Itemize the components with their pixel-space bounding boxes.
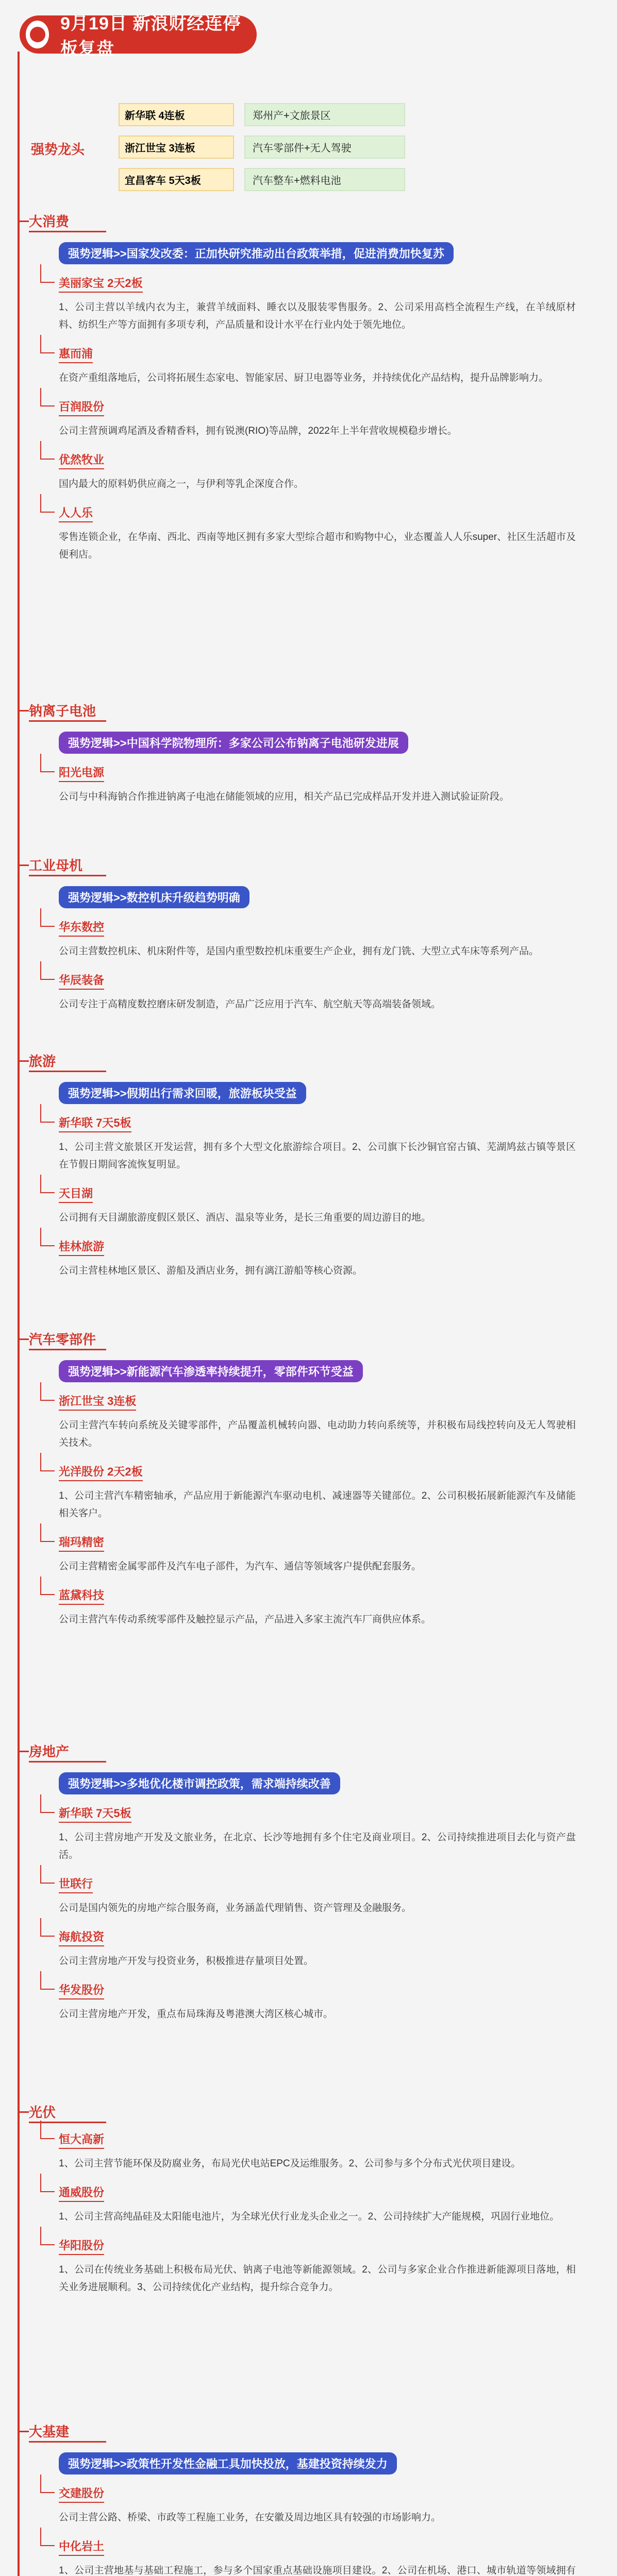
section-underline xyxy=(29,1349,106,1350)
branch-line xyxy=(40,352,55,353)
strong-row xyxy=(119,168,572,191)
section-underline xyxy=(29,1071,106,1072)
stock-description: 公司主营数控机床、机床附件等，是国内重型数控机床重要生产企业，拥有龙门铣、大型立式车床等系列产品。 xyxy=(59,946,539,957)
logic-row xyxy=(59,886,607,908)
header-banner xyxy=(20,14,257,59)
stock-description: 1、公司主营汽车精密轴承，产品应用于新能源汽车驱动电机、减速器等关键部位。2、公司积极拓展新能源汽车及储能相关客户。 xyxy=(59,1490,576,1519)
stock-name: 优然牧业 xyxy=(59,451,104,469)
branch-connector xyxy=(40,1794,41,1813)
stock-item xyxy=(59,1114,576,1174)
section-heading xyxy=(18,211,607,232)
stock-description: 1、公司主营文旅景区开发运营，拥有多个大型文化旅游综合项目。2、公司旗下长沙铜官窑古镇、芜湖鸠兹古镇等景区在节假日期间客流恢复明显。 xyxy=(59,1142,576,1170)
bullet-dot-icon xyxy=(26,21,49,48)
logic-row xyxy=(59,732,607,754)
stock-item xyxy=(59,1393,576,1452)
stock-item xyxy=(59,2485,576,2527)
logic-pill: 强势逻辑>>新能源汽车渗透率持续提升，零部件环节受益 xyxy=(59,1360,363,1382)
stock-name: 桂林旅游 xyxy=(59,1238,104,1256)
section-estate xyxy=(18,1741,607,2035)
stock-item xyxy=(59,2131,576,2173)
branch-connector xyxy=(40,1971,41,1990)
stock-name: 瑞玛精密 xyxy=(59,1534,104,1552)
section-heading xyxy=(18,701,607,721)
spacer xyxy=(18,2123,607,2131)
branch-line xyxy=(40,1989,55,1990)
branch-line xyxy=(40,2492,55,2493)
stock-description: 公司是国内领先的房地产综合服务商，业务涵盖代理销售、资产管理及金融服务。 xyxy=(59,1903,412,1913)
stock-item xyxy=(59,1185,576,1227)
branch-line xyxy=(40,2138,55,2139)
section-heading xyxy=(18,1051,607,1072)
branch-connector xyxy=(40,961,41,980)
stock-item xyxy=(59,398,576,440)
stock-item xyxy=(59,1928,576,1970)
stock-description: 1、公司主营以羊绒内衣为主，兼营羊绒面料、睡衣以及服装零售服务。2、公司采用高档全流程生产线，在羊绒原材料、纺织生产等方面拥有多项专利，产品质量和设计水平在行业内处于领先地位。 xyxy=(59,302,576,330)
section-battery xyxy=(18,701,607,817)
branch-line xyxy=(40,1541,55,1542)
stock-item xyxy=(59,2237,576,2296)
stock-description: 公司与中科海钠合作推进钠离子电池在储能领域的应用，相关产品已完成样品开发并进入测试验证阶段。 xyxy=(59,791,510,802)
section-underline xyxy=(29,2441,106,2443)
branch-tick xyxy=(18,1060,29,1062)
stock-description: 公司主营汽车转向系统及关键零部件，产品覆盖机械转向器、电动助力转向系统等，并积极布局线控转向及无人驾驶相关技术。 xyxy=(59,1420,576,1448)
stock-item xyxy=(59,1238,576,1280)
branch-line xyxy=(40,1594,55,1595)
section-auto xyxy=(18,1329,607,1640)
section-label: 钠离子电池 xyxy=(29,703,96,719)
stock-name: 恒大高新 xyxy=(59,2131,104,2149)
branch-connector xyxy=(40,494,41,513)
section-label: 大基建 xyxy=(29,2424,70,2439)
stock-name: 交建股份 xyxy=(59,2485,104,2503)
stock-name: 新华联 7天5板 xyxy=(59,1114,131,1132)
stock-item xyxy=(59,919,576,960)
stock-description: 1、公司在传统业务基础上积极布局光伏、钠离子电池等新能源领域。2、公司与多家企业合作推进新能源项目落地，相关业务进展顺利。3、公司持续优化产业结构，提升综合竞争力。 xyxy=(59,2264,576,2293)
branch-line xyxy=(40,1245,55,1246)
strong-row xyxy=(119,103,572,126)
stock-description: 国内最大的原料奶供应商之一，与伊利等乳企深度合作。 xyxy=(59,479,304,489)
stock-description: 公司主营房地产开发与投资业务，积极推进存量项目处置。 xyxy=(59,1956,314,1967)
stock-item xyxy=(59,1981,576,2023)
section-label: 工业母机 xyxy=(29,858,83,873)
logic-pill: 强势逻辑>>多地优化楼市调控政策，需求端持续改善 xyxy=(59,1772,340,1794)
branch-connector xyxy=(40,908,41,927)
stock-item xyxy=(59,764,576,806)
stock-item xyxy=(59,451,576,493)
strong-name: 浙江世宝 3连板 xyxy=(119,135,234,159)
stock-name: 天目湖 xyxy=(59,1185,93,1203)
stock-name: 新华联 7天5板 xyxy=(59,1805,131,1823)
branch-line xyxy=(40,2191,55,2192)
strong-tag: 汽车零部件+无人驾驶 xyxy=(244,135,405,159)
logic-pill: 强势逻辑>>假期出行需求回暖，旅游板块受益 xyxy=(59,1082,306,1104)
stock-item xyxy=(59,1463,576,1522)
stock-name: 通威股份 xyxy=(59,2184,104,2202)
branch-line xyxy=(40,1470,55,1471)
stock-name: 浙江世宝 3连板 xyxy=(59,1393,136,1411)
branch-connector xyxy=(40,1228,41,1246)
section-label: 光伏 xyxy=(29,2105,56,2120)
branch-line xyxy=(40,1192,55,1193)
branch-connector xyxy=(40,2174,41,2192)
branch-connector xyxy=(40,1382,41,1401)
stock-name: 惠而浦 xyxy=(59,345,93,363)
stock-name: 阳光电源 xyxy=(59,764,104,782)
section-infra xyxy=(18,2421,607,2576)
section-underline xyxy=(29,1761,106,1762)
branch-connector xyxy=(40,2475,41,2493)
branch-line xyxy=(40,1883,55,1884)
stock-item xyxy=(59,972,576,1013)
logic-row xyxy=(59,1360,607,1382)
branch-line xyxy=(40,926,55,927)
stock-description: 1、公司主营节能环保及防腐业务，布局光伏电站EPC及运维服务。2、公司参与多个分布式光伏项目建设。 xyxy=(59,2158,521,2169)
stock-description: 在资产重组落地后，公司将拓展生态家电、智能家居、厨卫电器等业务，并持续优化产品结构，提升品牌影响力。 xyxy=(59,372,549,383)
logic-pill: 强势逻辑>>政策性开发性金融工具加快投放，基建投资持续发力 xyxy=(59,2452,397,2475)
stock-name: 中化岩土 xyxy=(59,2538,104,2556)
stock-item xyxy=(59,1534,576,1575)
section-label: 房地产 xyxy=(29,1744,70,1759)
branch-connector xyxy=(40,2121,41,2139)
stock-item xyxy=(59,1805,576,1864)
strong-tag: 郑州产+文旅景区 xyxy=(244,103,405,126)
page-title: 9月19日 新浪财经连停板复盘 xyxy=(60,14,241,59)
logic-row xyxy=(59,1772,607,1794)
branch-connector xyxy=(40,1865,41,1884)
stock-name: 华阳股份 xyxy=(59,2237,104,2255)
branch-connector xyxy=(40,264,41,283)
stock-name: 世联行 xyxy=(59,1875,93,1893)
branch-connector xyxy=(40,1175,41,1193)
branch-line xyxy=(40,1812,55,1813)
strong-name: 宜昌客车 5天3板 xyxy=(119,168,234,191)
section-heading xyxy=(18,1741,607,1762)
logic-pill: 强势逻辑>>数控机床升级趋势明确 xyxy=(59,886,249,908)
logic-row xyxy=(59,2452,607,2475)
branch-connector xyxy=(40,1104,41,1123)
section-pv xyxy=(18,2102,607,2308)
strong-name: 新华联 4连板 xyxy=(119,103,234,126)
branch-line xyxy=(40,1122,55,1123)
section-underline xyxy=(29,720,106,722)
branch-tick xyxy=(18,2431,29,2432)
branch-tick xyxy=(18,1751,29,1752)
stock-name: 光洋股份 2天2板 xyxy=(59,1463,143,1481)
section-label: 汽车零部件 xyxy=(29,1332,96,1347)
stock-name: 华东数控 xyxy=(59,919,104,937)
section-underline xyxy=(29,875,106,876)
branch-line xyxy=(40,2545,55,2546)
section-heading xyxy=(18,855,607,876)
stock-name: 百润股份 xyxy=(59,398,104,416)
stock-description: 公司主营汽车传动系统零部件及触控显示产品，产品进入多家主流汽车厂商供应体系。 xyxy=(59,1614,431,1625)
section-heading xyxy=(18,2421,607,2442)
stock-description: 公司主营桂林地区景区、游船及酒店业务，拥有漓江游船等核心资源。 xyxy=(59,1265,363,1276)
strong-label: 强势龙头 xyxy=(31,142,85,157)
branch-line xyxy=(40,771,55,772)
branch-tick xyxy=(18,865,29,866)
stock-name: 人人乐 xyxy=(59,504,93,522)
stock-description: 零售连锁企业，在华南、西北、西南等地区拥有多家大型综合超市和购物中心，业态覆盖人人乐super、社区生活超市及便利店。 xyxy=(59,532,576,560)
stock-item xyxy=(59,275,576,334)
stock-name: 华发股份 xyxy=(59,1981,104,1999)
branch-line xyxy=(40,1400,55,1401)
branch-connector xyxy=(40,1523,41,1542)
branch-connector xyxy=(40,1577,41,1595)
stock-name: 美丽家宝 2天2板 xyxy=(59,275,143,293)
stock-item xyxy=(59,1587,576,1629)
section-travel xyxy=(18,1051,607,1291)
logic-row xyxy=(59,242,607,264)
logic-pill: 强势逻辑>>国家发改委：正加快研究推动出台政策举措，促进消费加快复苏 xyxy=(59,242,454,264)
logic-row xyxy=(59,1082,607,1104)
stock-description: 公司主营精密金属零部件及汽车电子部件，为汽车、通信等领域客户提供配套服务。 xyxy=(59,1561,422,1572)
strong-row xyxy=(119,135,572,159)
branch-connector xyxy=(40,1453,41,1471)
stock-description: 1、公司主营房地产开发及文旅业务，在北京、长沙等地拥有多个住宅及商业项目。2、公司持续推进项目去化与资产盘活。 xyxy=(59,1832,576,1860)
branch-tick xyxy=(18,710,29,711)
branch-connector xyxy=(40,1918,41,1937)
logic-pill: 强势逻辑>>中国科学院物理所：多家公司公布钠离子电池研发进展 xyxy=(59,732,408,754)
branch-connector xyxy=(40,2227,41,2245)
stock-item xyxy=(59,504,576,564)
branch-line xyxy=(40,979,55,980)
strong-table xyxy=(119,103,572,200)
stock-description: 公司拥有天目湖旅游度假区景区、酒店、温泉等业务，是长三角重要的周边游目的地。 xyxy=(59,1212,431,1223)
stock-item xyxy=(59,2184,576,2226)
stock-name: 华辰装备 xyxy=(59,972,104,990)
branch-tick xyxy=(18,1338,29,1340)
section-consumer xyxy=(18,211,607,575)
branch-line xyxy=(40,1936,55,1937)
branch-connector xyxy=(40,335,41,353)
branch-line xyxy=(40,459,55,460)
section-heading xyxy=(18,1329,607,1350)
stock-description: 公司主营预调鸡尾酒及香精香料，拥有锐澳(RIO)等品牌，2022年上半年营收规模稳步增长。 xyxy=(59,426,457,436)
branch-line xyxy=(40,282,55,283)
stock-description: 1、公司主营高纯晶硅及太阳能电池片，为全球光伏行业龙头企业之一。2、公司持续扩大产能规模，巩固行业地位。 xyxy=(59,2211,560,2222)
stock-description: 公司专注于高精度数控磨床研发制造，产品广泛应用于汽车、航空航天等高端装备领域。 xyxy=(59,999,441,1010)
branch-tick xyxy=(18,2111,29,2113)
stock-description: 公司主营房地产开发，重点布局珠海及粤港澳大湾区核心城市。 xyxy=(59,2009,333,2020)
stock-description: 1、公司主营地基与基础工程施工，参与多个国家重点基础设施项目建设。2、公司在机场、港口、城市轨道等领域拥有 xyxy=(59,2565,576,2576)
stock-item xyxy=(59,345,576,387)
stock-item xyxy=(59,1875,576,1917)
strong-tag: 汽车整车+燃料电池 xyxy=(244,168,405,191)
branch-line xyxy=(40,512,55,513)
section-heading xyxy=(18,2102,607,2123)
branch-line xyxy=(40,2244,55,2245)
branch-connector xyxy=(40,388,41,406)
section-underline xyxy=(29,231,106,232)
branch-line xyxy=(40,405,55,406)
section-label: 大消费 xyxy=(29,214,70,229)
stock-description: 公司主营公路、桥梁、市政等工程施工业务，在安徽及周边地区具有较强的市场影响力。 xyxy=(59,2512,441,2523)
stock-item xyxy=(59,2538,576,2576)
branch-connector xyxy=(40,441,41,460)
section-label: 旅游 xyxy=(29,1054,56,1069)
stock-name: 海航投资 xyxy=(59,1928,104,1946)
branch-connector xyxy=(40,754,41,772)
section-mother xyxy=(18,855,607,1025)
stock-name: 蓝黛科技 xyxy=(59,1587,104,1605)
branch-tick xyxy=(18,221,29,222)
branch-connector xyxy=(40,2528,41,2546)
